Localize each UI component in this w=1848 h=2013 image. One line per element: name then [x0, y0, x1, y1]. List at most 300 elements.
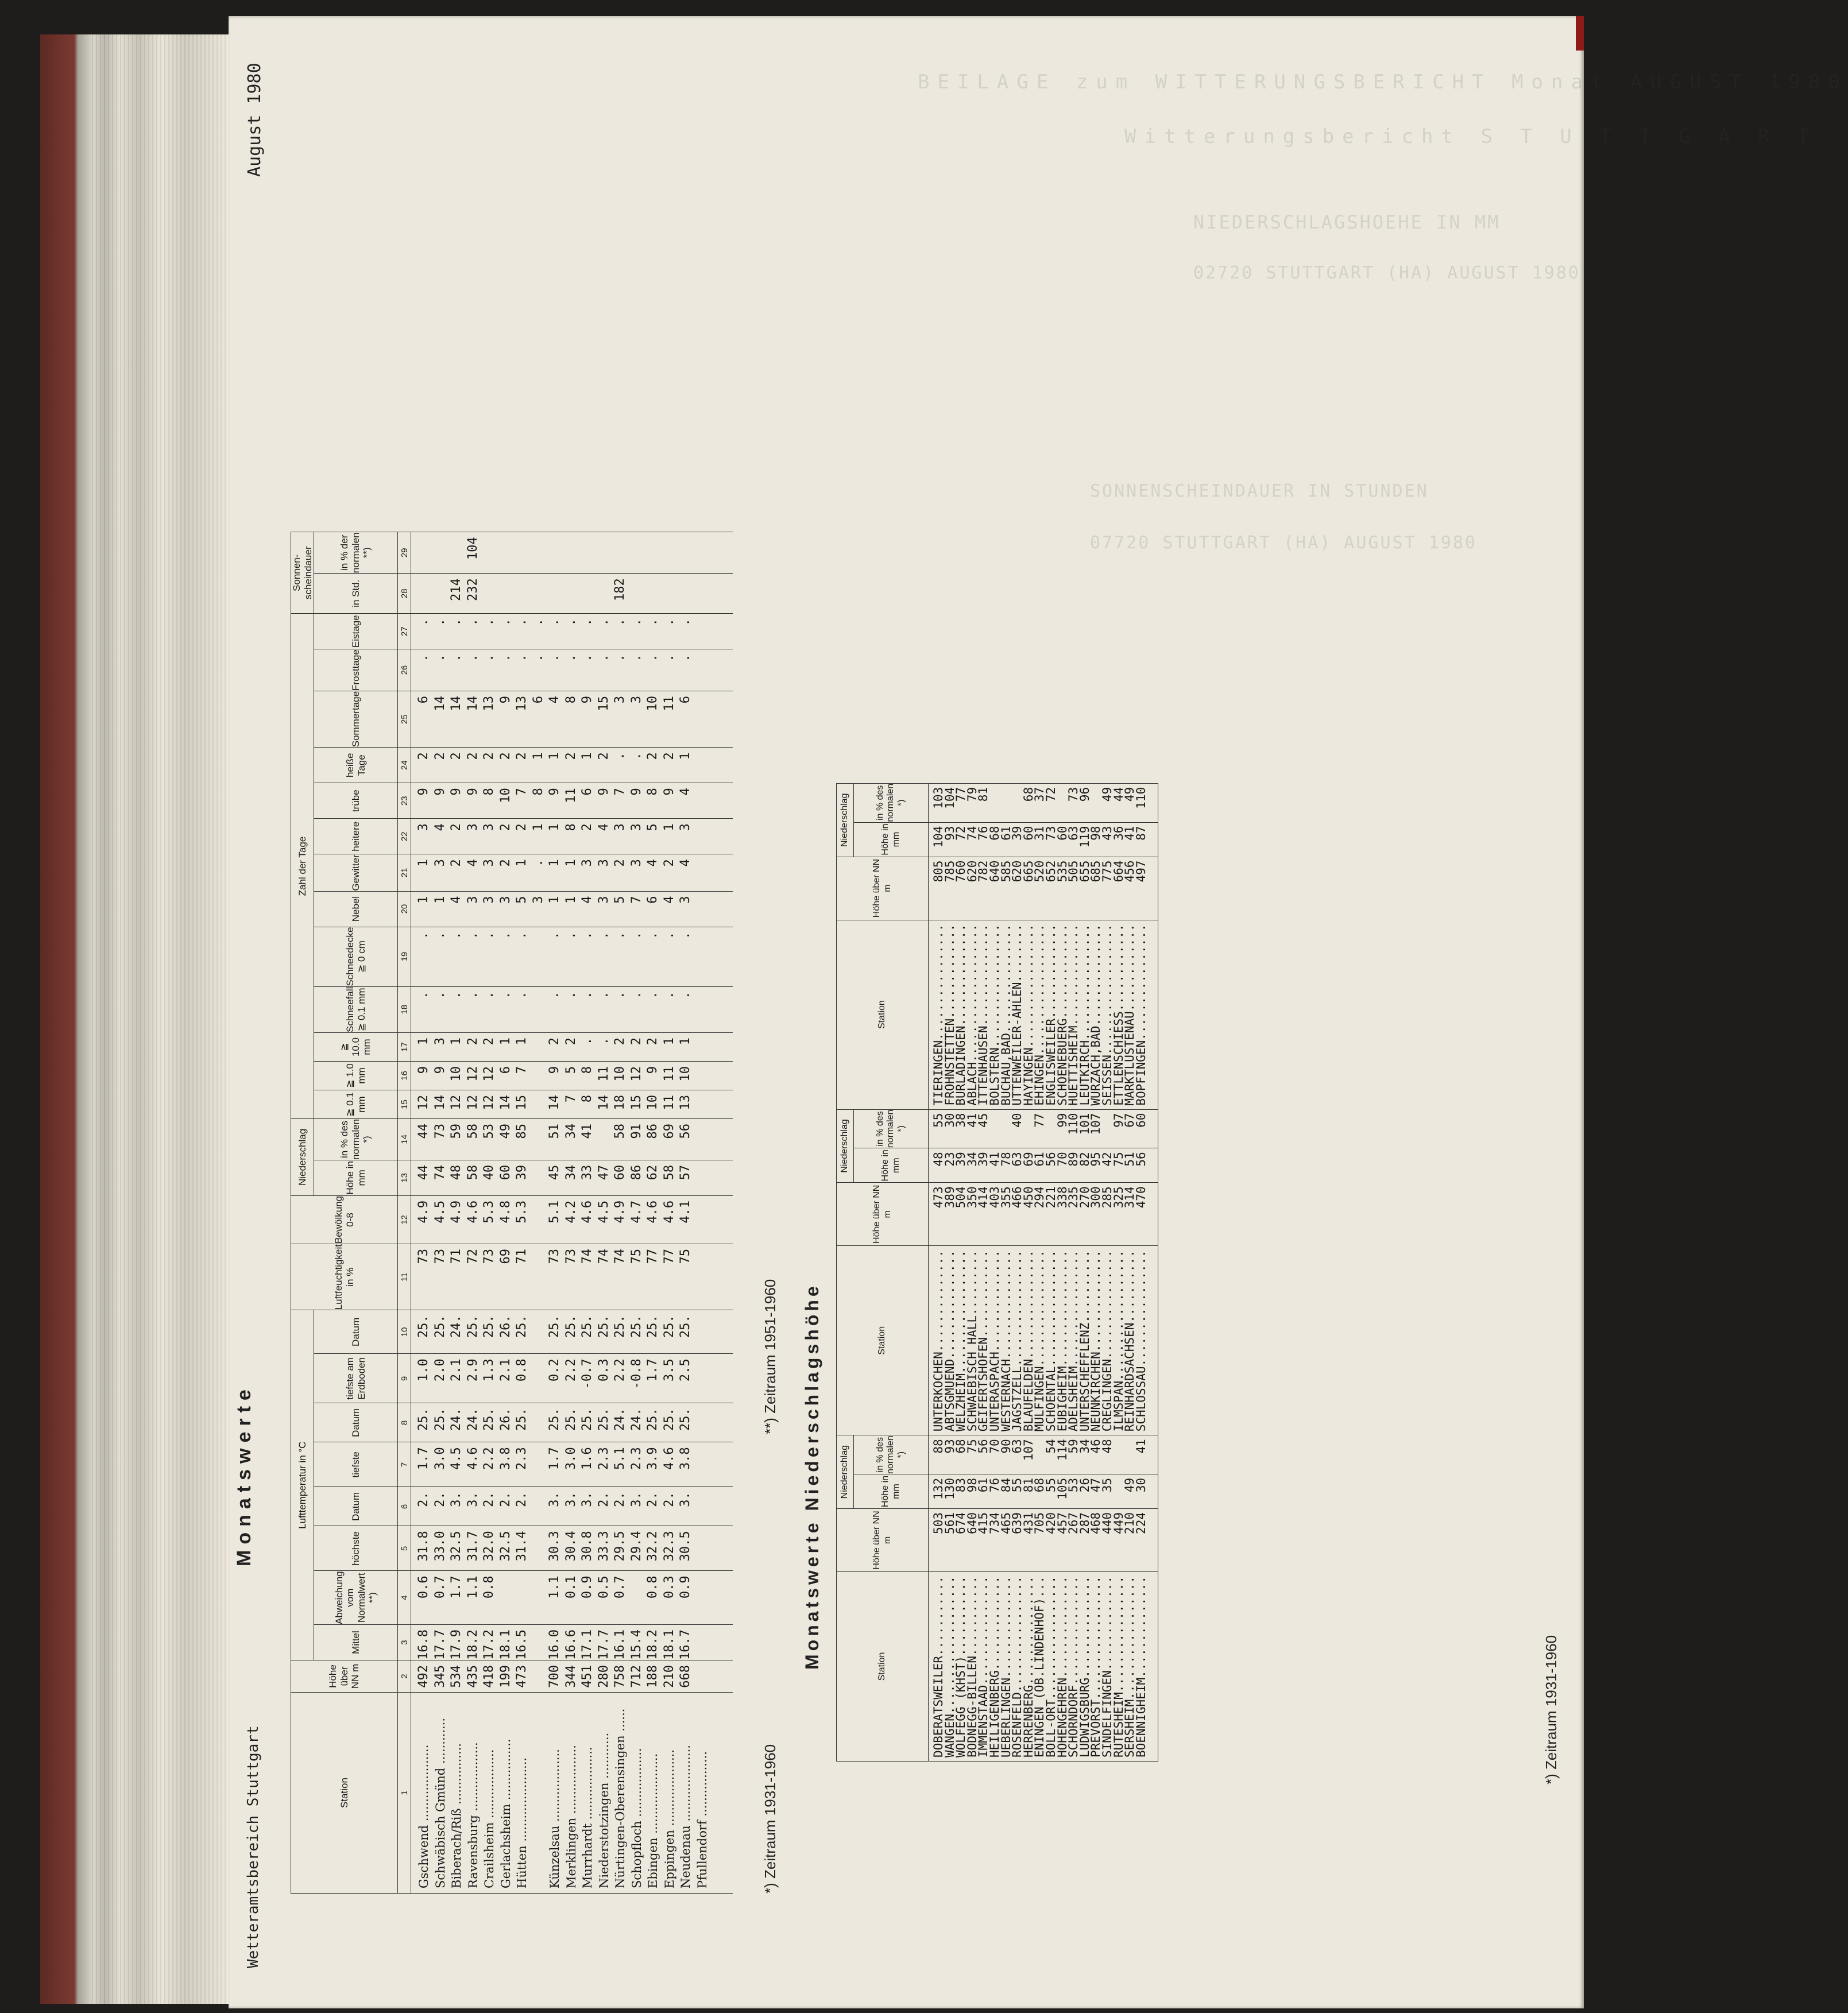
precip-station-name: GEIFERTSHOFEN............: [976, 1250, 991, 1432]
page-edges: [92, 34, 230, 2004]
precip-cell: 503: [931, 1512, 945, 1534]
table-cell: 13: [515, 695, 529, 711]
precip-cell: 41: [1134, 1439, 1148, 1454]
table-cell: 12: [465, 1066, 480, 1082]
table-cell: .: [596, 618, 611, 626]
precip-value-column: [929, 783, 1158, 822]
precip-cell: 504: [954, 1186, 968, 1209]
table-cell: [531, 1165, 547, 1195]
table-cell: [629, 578, 645, 613]
table-cell: 2: [613, 1037, 628, 1046]
table-cell: .: [580, 654, 595, 662]
table-cell: 58: [613, 1123, 628, 1139]
table-cell: 25.: [482, 1315, 497, 1338]
precip-cell: 414: [976, 1186, 991, 1209]
table-cell: 25.: [432, 1315, 447, 1338]
precip-station-name: BLAUFELDEN...............: [1021, 1250, 1035, 1432]
table-cell: .: [449, 618, 464, 626]
table-cell: [531, 1038, 547, 1061]
column-number: 25: [398, 691, 411, 747]
precip-cell: 53: [1066, 1478, 1081, 1493]
table-cell: 17.7: [596, 1629, 611, 1660]
table-cell: 24.: [449, 1315, 464, 1338]
table-cell: .: [580, 991, 595, 999]
table-cell: 49: [498, 1123, 513, 1139]
table-cell: 8: [531, 788, 546, 796]
table-cell: 104: [465, 537, 480, 560]
table-cell: 41: [580, 1123, 595, 1139]
precip-cell: 70: [1055, 1152, 1069, 1167]
table-cell: 14: [547, 1094, 562, 1110]
table-cell: 2: [498, 859, 513, 867]
table-cell: 3: [596, 859, 611, 867]
table-cell: 4.5: [596, 1200, 611, 1224]
table-cell: 1.7: [416, 1447, 431, 1470]
precip-station-name: BUCHAU,BAD...............: [999, 924, 1013, 1106]
show-through-text: BEILAGE zum WITTERUNGSBERICHT Monat AUGUST 1980: [918, 71, 1848, 94]
precip-cell: 93: [942, 826, 957, 841]
precip-cell: 101: [1077, 1113, 1092, 1135]
precip-cell: 674: [954, 1512, 968, 1534]
precip-station-name: ABLACH...................: [965, 924, 979, 1106]
column-number: 10: [398, 1310, 411, 1354]
col-niederschlag-mm-header: Höhe in mm: [314, 1160, 398, 1195]
table-cell: 44: [416, 1123, 431, 1139]
table-cell: 25.: [662, 1408, 676, 1431]
table-cell: 32.2: [645, 1531, 660, 1562]
precip-mm-header: Höhe in mm: [854, 822, 929, 857]
table-cell: 4.7: [629, 1200, 644, 1224]
table-cell: 11: [662, 695, 676, 711]
table-cell: .: [678, 931, 693, 939]
table-cell: .: [596, 654, 611, 662]
table-cell: .: [629, 654, 644, 662]
station-name: Ebingen .....................: [646, 1753, 660, 1888]
precip-station-name: ADELSHEIM................: [1066, 1250, 1081, 1432]
value-column: [411, 783, 733, 819]
table-cell: 9: [416, 1066, 431, 1074]
table-cell: 534: [449, 1665, 464, 1688]
table-cell: 15.4: [629, 1629, 644, 1660]
table-cell: [531, 1408, 547, 1442]
table-cell: .: [563, 618, 578, 626]
table-cell: 25.: [678, 1315, 693, 1338]
table-cell: 2: [563, 1037, 578, 1046]
table-cell: [531, 1531, 547, 1570]
table-cell: 1: [580, 752, 595, 760]
value-column: [411, 1310, 733, 1354]
table-cell: 712: [629, 1665, 644, 1688]
table-cell: 32.0: [482, 1531, 497, 1562]
table-cell: 4: [580, 896, 595, 904]
precip-cell: 34: [965, 1152, 979, 1167]
table-cell: .: [465, 654, 480, 662]
table-cell: .: [465, 991, 480, 999]
table-cell: .: [563, 931, 578, 939]
precip-cell: 67: [1123, 1113, 1137, 1128]
table-cell: 2.1: [498, 1358, 513, 1382]
station-name: Eppingen ....................: [662, 1749, 676, 1888]
col-sommertage-header: Sommertage: [314, 691, 398, 747]
precip-hoehe-header: Höhe über NN m: [837, 857, 929, 920]
table-cell: 3: [613, 695, 628, 704]
table-cell: 758: [613, 1665, 628, 1688]
table-cell: 17.1: [580, 1629, 595, 1660]
table-cell: [662, 578, 678, 613]
precip-station-name: ILMSPAN..................: [1111, 1250, 1126, 1432]
table-cell: 2: [498, 752, 513, 760]
precip-cell: 40: [1010, 1113, 1024, 1128]
table-cell: .: [678, 654, 693, 662]
precip-station-name: ENGLISWEILER.............: [1043, 924, 1058, 1106]
table-cell: .: [482, 931, 497, 939]
precip-station-name: WANGEN...................: [942, 1575, 957, 1757]
precip-station-header: Station: [837, 920, 929, 1109]
table-cell: 3: [629, 823, 644, 831]
precip-value-column: [929, 1183, 1158, 1246]
value-column: [411, 748, 733, 783]
precip-cell: 119: [1077, 826, 1092, 848]
col-hoehe-header: Höhe über NN m: [291, 1660, 398, 1693]
col-datum-header: Datum: [314, 1403, 398, 1442]
table-cell: .: [416, 991, 431, 999]
table-cell: 3.8: [498, 1447, 513, 1470]
column-number: 26: [398, 649, 411, 691]
table-cell: 2: [662, 752, 676, 760]
table-cell: 0.8: [482, 1575, 497, 1599]
table-cell: 58: [662, 1164, 676, 1180]
group-zahl-der-tage: Zahl der Tage: [291, 614, 314, 1119]
table-cell: 7: [629, 896, 644, 904]
table-cell: 16.0: [547, 1629, 562, 1660]
precip-station-name: IMMENSTAAD...............: [976, 1575, 991, 1757]
table-cell: [481, 537, 498, 573]
precip-cell: 78: [999, 1152, 1013, 1167]
precip-cell: 74: [965, 826, 979, 841]
precip-station-name: WESTERNACH...............: [999, 1250, 1013, 1432]
table-cell: 4.1: [678, 1200, 693, 1224]
table-cell: 345: [432, 1665, 447, 1688]
value-column: [411, 1526, 733, 1571]
table-cell: 39: [515, 1164, 529, 1180]
precip-cell: 39: [976, 1152, 991, 1167]
precip-station-name: ENINGEN (OB.LINDENHOF)...: [1033, 1575, 1047, 1757]
table-cell: 26.: [498, 1315, 513, 1338]
precip-cell: 105: [1055, 1478, 1069, 1500]
table-cell: .: [678, 991, 693, 999]
precip-cell: 431: [1021, 1512, 1035, 1534]
table-cell: 3: [596, 896, 611, 904]
table-cell: 3: [465, 896, 480, 904]
precip-cell: 132: [931, 1478, 945, 1500]
precip-cell: 98: [1089, 826, 1103, 841]
precip-cell: 95: [1089, 1152, 1103, 1167]
table-cell: .: [531, 618, 546, 626]
col-luftfeuchtigkeit-header: Luftfeuchtigkeit in %: [291, 1244, 398, 1310]
table-cell: [514, 537, 531, 573]
table-cell: 32.5: [498, 1531, 513, 1562]
table-cell: 1.1: [547, 1575, 562, 1599]
table-cell: .: [498, 654, 513, 662]
table-cell: 69: [662, 1123, 676, 1139]
precip-cell: 89: [1066, 1152, 1081, 1167]
table-cell: 29.5: [613, 1531, 628, 1562]
table-cell: 1: [662, 1037, 676, 1046]
precip-cell: 49: [1123, 787, 1137, 802]
table-cell: 57: [678, 1164, 693, 1180]
table-cell: .: [498, 931, 513, 939]
precip-station-name: JAGSTZELL................: [1010, 1250, 1024, 1432]
table-cell: 2.5: [678, 1358, 693, 1382]
precip-station-name: EHINGEN..................: [1033, 924, 1047, 1106]
precip-cell: 465: [999, 1512, 1013, 1534]
precip-station-name: ITTENHAUSEN..............: [976, 924, 991, 1106]
table-cell: .: [645, 618, 660, 626]
table-cell: 5: [613, 896, 628, 904]
precip-cell: 99: [1055, 1113, 1069, 1128]
precip-cell: 110: [1134, 787, 1148, 809]
table-cell: 435: [465, 1665, 480, 1688]
precip-cell: 37: [1033, 787, 1047, 802]
table-cell: 30.8: [580, 1531, 595, 1562]
station-name: Merklingen ..................: [564, 1745, 578, 1888]
precip-group-header: Niederschlag: [837, 1109, 854, 1183]
table-cell: 4.6: [662, 1447, 676, 1470]
table-cell: .: [416, 931, 431, 939]
precip-cell: 68: [954, 1439, 968, 1454]
table-cell: 0.3: [596, 1358, 611, 1382]
table-cell: 2.2: [482, 1447, 497, 1470]
table-cell: 0.3: [662, 1575, 676, 1599]
precip-cell: 49: [1123, 1478, 1137, 1493]
table-cell: 45: [547, 1164, 562, 1180]
table-cell: 4.6: [645, 1200, 660, 1224]
table-cell: 16.8: [416, 1629, 431, 1660]
footnote-1951: **) Zeitraum 1951-1960: [761, 1279, 779, 1434]
precip-station-name: UTTENWEILER-AHLEN........: [1010, 924, 1024, 1106]
table-cell: 60: [498, 1164, 513, 1180]
precip-cell: 520: [1033, 860, 1047, 882]
col-heisse-tage-header: heiße Tage: [314, 748, 398, 783]
table-cell: .: [563, 654, 578, 662]
table-cell: [531, 1575, 547, 1624]
table-cell: 4: [662, 896, 676, 904]
precip-cell: 96: [1077, 787, 1092, 802]
table-cell: 74: [596, 1249, 611, 1264]
precip-value-column: [929, 1148, 1158, 1183]
table-cell: 2: [596, 752, 611, 760]
table-cell: 17.7: [432, 1629, 447, 1660]
precip-station-column: [929, 1246, 1158, 1435]
table-cell: .: [449, 991, 464, 999]
precip-cell: 103: [931, 787, 945, 809]
precip-value-column: [929, 1509, 1158, 1572]
table-cell: 1: [547, 896, 562, 904]
precip-station-name: DOBERATSWEILER...........: [931, 1575, 945, 1757]
precip-cell: 48: [931, 1152, 945, 1167]
table-cell: 47: [596, 1164, 611, 1180]
table-cell: .: [547, 991, 562, 999]
precip-station-name: FROHNSTETTEN.............: [942, 924, 957, 1106]
precip-cell: 535: [1055, 860, 1069, 882]
station-name: Gerlachsheim ................: [498, 1739, 513, 1888]
table-cell: 25.: [563, 1315, 578, 1338]
precip-cell: 456: [1123, 860, 1137, 882]
precip-cell: 470: [1134, 1186, 1148, 1209]
table-cell: .: [613, 618, 628, 626]
precip-mm-header: Höhe in mm: [854, 1474, 929, 1509]
table-cell: [416, 578, 432, 613]
value-column: [411, 1244, 733, 1310]
table-cell: 58: [465, 1164, 480, 1180]
precip-station-name: CREGLINGEN...............: [1100, 1250, 1114, 1432]
table-cell: 0.8: [515, 1358, 529, 1382]
precip-cell: 87: [1134, 826, 1148, 841]
col-nebel-header: Nebel: [314, 891, 398, 927]
table-cell: 3.: [563, 1492, 578, 1507]
precip-cell: 31: [1033, 826, 1047, 841]
table-cell: 2: [432, 752, 447, 760]
data-block: [411, 532, 733, 1894]
table-cell: [531, 1201, 547, 1244]
precip-pct-header: in % des normalen *): [854, 783, 929, 822]
precip-mm-header: Höhe in mm: [854, 1148, 929, 1183]
table-cell: 0.1: [563, 1575, 578, 1599]
precip-cell: 325: [1111, 1186, 1126, 1209]
table-cell: [531, 1358, 547, 1403]
table-cell: 2: [482, 752, 497, 760]
table-cell: 2.3: [629, 1447, 644, 1470]
table-cell: 25.: [678, 1408, 693, 1431]
table-cell: [596, 1124, 613, 1160]
col-niederschlag-pct-header: in % des normalen *): [314, 1118, 398, 1160]
value-column: [411, 927, 733, 986]
precip-station-name: HOHENGEHREN..............: [1055, 1575, 1069, 1757]
precip-cell: 210: [1123, 1512, 1137, 1534]
precip-group-header: Niederschlag: [837, 1435, 854, 1509]
table-cell: [531, 992, 547, 1032]
table-cell: 58: [465, 1123, 480, 1139]
value-column: [411, 1354, 733, 1403]
table-cell: 8: [580, 1094, 595, 1103]
table-cell: .: [629, 752, 644, 760]
column-number: 24: [398, 748, 411, 783]
precip-cell: 585: [999, 860, 1013, 882]
precip-cell: 449: [1111, 1512, 1126, 1534]
table-cell: 34: [563, 1123, 578, 1139]
red-bookmark: [1576, 16, 1584, 51]
table-cell: 74: [432, 1164, 447, 1180]
table-cell: [531, 1315, 547, 1353]
table-cell: 17.2: [482, 1629, 497, 1660]
table-cell: -0.8: [629, 1358, 644, 1389]
col-datum-header: Datum: [314, 1310, 398, 1354]
precip-cell: 294: [1033, 1186, 1047, 1209]
table-cell: 2.: [515, 1492, 529, 1507]
table-cell: 2: [515, 752, 529, 760]
precip-cell: 59: [1066, 1439, 1081, 1454]
value-column: [411, 1571, 733, 1625]
column-number: 29: [398, 532, 411, 574]
table-cell: 25.: [613, 1315, 628, 1338]
table-cell: 17.9: [449, 1629, 464, 1660]
table-cell: 1: [678, 752, 693, 760]
precip-cell: 61: [1033, 1152, 1047, 1167]
table-cell: 31.4: [515, 1531, 529, 1562]
precip-station-name: ETTLENSCHIESS............: [1111, 924, 1126, 1106]
precip-cell: 41: [1123, 826, 1137, 841]
precip-station-name: TIERINGEN................: [931, 924, 945, 1106]
table-cell: 4.5: [432, 1200, 447, 1224]
table-cell: 73: [432, 1123, 447, 1139]
table-cell: 86: [645, 1123, 660, 1139]
table-cell: 1: [547, 859, 562, 867]
table-cell: 7: [563, 1094, 578, 1103]
table-cell: 4: [678, 859, 693, 867]
table-cell: 3: [432, 859, 447, 867]
table-cell: .: [645, 654, 660, 662]
table-cell: 344: [563, 1665, 578, 1688]
table-cell: 5.1: [547, 1200, 562, 1224]
table-cell: [563, 578, 580, 613]
table-cell: 2.: [645, 1492, 660, 1507]
value-column: [411, 1032, 733, 1061]
table-cell: 451: [580, 1665, 595, 1688]
precip-station-name: BOENNIGHEIM..............: [1134, 1575, 1148, 1757]
table-cell: 492: [416, 1665, 431, 1688]
precip-hoehe-header: Höhe über NN m: [837, 1509, 929, 1572]
header-office: Wetteramtsbereich Stuttgart: [245, 1725, 262, 1968]
table-cell: 4.8: [498, 1200, 513, 1224]
precip-cell: 104: [931, 826, 945, 848]
table-cell: 2.: [498, 1492, 513, 1507]
table-cell: [531, 578, 547, 613]
precip-cell: 270: [1077, 1186, 1092, 1209]
table-cell: 25.: [432, 1408, 447, 1431]
value-column: [411, 614, 733, 649]
table-cell: 3: [531, 896, 546, 904]
precip-cell: 107: [1021, 1439, 1035, 1461]
table-cell: 1: [515, 859, 529, 867]
table-cell: 9: [629, 788, 644, 796]
table-cell: 9: [449, 788, 464, 796]
scanned-page: [229, 16, 1848, 2008]
table-cell: 11: [596, 1066, 611, 1082]
precip-cell: 26: [1077, 1478, 1092, 1493]
precip-cell: 652: [1043, 860, 1058, 882]
table-cell: .: [482, 654, 497, 662]
table-cell: 2: [563, 752, 578, 760]
precip-cell: 457: [1055, 1512, 1069, 1534]
table-cell: .: [432, 991, 447, 999]
table-cell: 2.: [613, 1492, 628, 1507]
precip-station-name: LEUTKIRCH................: [1077, 924, 1092, 1106]
table-cell: 33.0: [432, 1531, 447, 1562]
table-cell: 24.: [449, 1408, 464, 1431]
precip-station-name: WURZACH,BAD..............: [1089, 924, 1103, 1106]
precip-cell: 104: [942, 787, 957, 809]
table-cell: 1.1: [465, 1575, 480, 1599]
table-cell: .: [515, 654, 529, 662]
precip-cell: 39: [954, 1152, 968, 1167]
table-cell: .: [678, 618, 693, 626]
value-column: [411, 1487, 733, 1526]
table-cell: .: [465, 931, 480, 939]
table-cell: 25.: [596, 1408, 611, 1431]
precip-cell: 60: [1055, 826, 1069, 841]
table-cell: [498, 1575, 515, 1624]
table-cell: 3.: [580, 1492, 595, 1507]
